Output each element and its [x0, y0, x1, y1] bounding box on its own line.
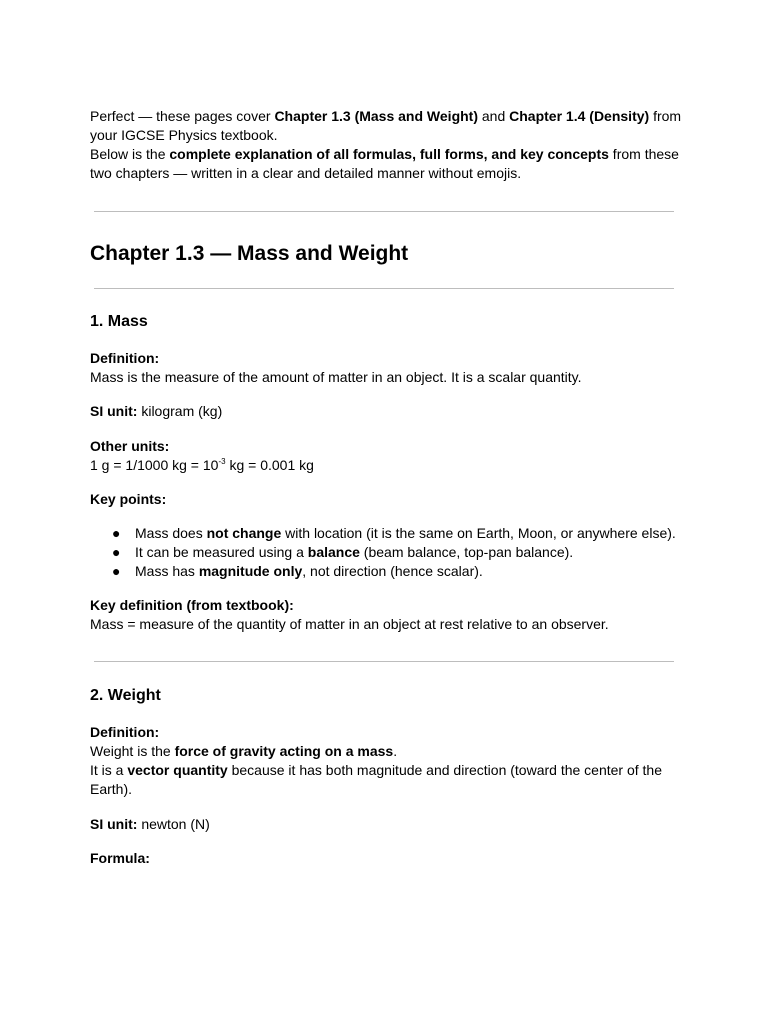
weight-heading: 2. Weight — [90, 687, 161, 704]
mass-definition-text: Mass is the measure of the amount of matter in an object. It is a scalar quantity. — [90, 369, 582, 385]
mass-definition — [90, 349, 690, 387]
chapter-title: Chapter 1.3 — Mass and Weight — [90, 242, 409, 265]
mass-key-definition — [90, 596, 690, 634]
mass-si-value: kilogram (kg) — [137, 403, 223, 419]
mass-key-points-list — [90, 524, 710, 581]
intro-line-4: two chapters — written in a clear and detailed manner without emojis. — [90, 165, 522, 181]
mass-si-label: SI unit: — [90, 403, 138, 419]
definition-text: because it has both magnitude and direction (toward the center of the — [227, 762, 662, 778]
bullet-icon: ● — [112, 525, 121, 541]
intro-bold-explanation: complete explanation of all formulas, full forms, and key concepts — [169, 146, 609, 162]
weight-definition-line-3: Earth). — [90, 781, 133, 797]
weight-si-unit — [90, 815, 690, 834]
list-item — [90, 524, 710, 543]
divider — [94, 661, 674, 662]
intro-line-1 — [90, 107, 690, 126]
intro-text: and — [478, 108, 510, 124]
bullet-icon: ● — [112, 563, 121, 579]
bullet-text: , not direction (hence scalar). — [302, 563, 483, 579]
definition-bold: vector quantity — [127, 762, 228, 778]
mass-other-units-label: Other units: — [90, 438, 170, 454]
mass-key-definition-label: Key definition (from textbook): — [90, 597, 294, 613]
weight-si-label: SI unit: — [90, 816, 138, 832]
mass-key-points-label: Key points: — [90, 491, 167, 507]
bullet-text: Mass has — [135, 563, 199, 579]
definition-bold: force of gravity acting on a mass — [174, 743, 394, 759]
weight-definition-label: Definition: — [90, 724, 160, 740]
intro-text: Perfect — these pages cover — [90, 108, 275, 124]
other-units-text: 1 g = 1/1000 kg = 10 — [90, 457, 219, 473]
definition-text: It is a — [90, 762, 128, 778]
exponent: -3 — [218, 457, 226, 466]
divider — [94, 288, 674, 289]
intro-line-3 — [90, 145, 690, 164]
weight-formula-label: Formula: — [90, 850, 150, 866]
bullet-icon: ● — [112, 544, 121, 560]
intro-text: from these — [608, 146, 679, 162]
mass-key-definition-text: Mass = measure of the quantity of matter in an object at rest relative to an observer. — [90, 616, 609, 632]
list-item — [90, 543, 710, 562]
list-item — [90, 562, 710, 581]
intro-bold-chapter-1-4: Chapter 1.4 (Density) — [509, 108, 650, 124]
intro-line-2: your IGCSE Physics textbook. — [90, 127, 278, 143]
mass-other-units-text — [90, 456, 690, 475]
mass-key-points-label-block — [90, 490, 690, 509]
weight-definition-line-2 — [90, 761, 690, 780]
intro-text: from — [649, 108, 682, 124]
weight-si-value: newton (N) — [137, 816, 210, 832]
bullet-bold: not change — [206, 525, 282, 541]
weight-definition — [90, 723, 690, 799]
mass-definition-label: Definition: — [90, 350, 160, 366]
weight-definition-line-1 — [90, 742, 690, 761]
mass-heading: 1. Mass — [90, 313, 148, 330]
bullet-text: (beam balance, top-pan balance). — [359, 544, 574, 560]
bullet-text: Mass does — [135, 525, 207, 541]
intro-bold-chapter-1-3: Chapter 1.3 (Mass and Weight) — [274, 108, 478, 124]
mass-other-units — [90, 437, 690, 475]
definition-text: . — [393, 743, 398, 759]
bullet-text: It can be measured using a — [135, 544, 308, 560]
other-units-text: kg = 0.001 kg — [225, 457, 314, 473]
bullet-bold: magnitude only — [198, 563, 303, 579]
intro-text: Below is the — [90, 146, 170, 162]
intro-paragraph — [90, 107, 690, 183]
bullet-bold: balance — [307, 544, 360, 560]
divider — [94, 211, 674, 212]
mass-si-unit — [90, 402, 690, 421]
definition-text: Weight is the — [90, 743, 175, 759]
weight-formula — [90, 849, 690, 868]
bullet-text: with location (it is the same on Earth, Moon, or anywhere else). — [281, 525, 676, 541]
